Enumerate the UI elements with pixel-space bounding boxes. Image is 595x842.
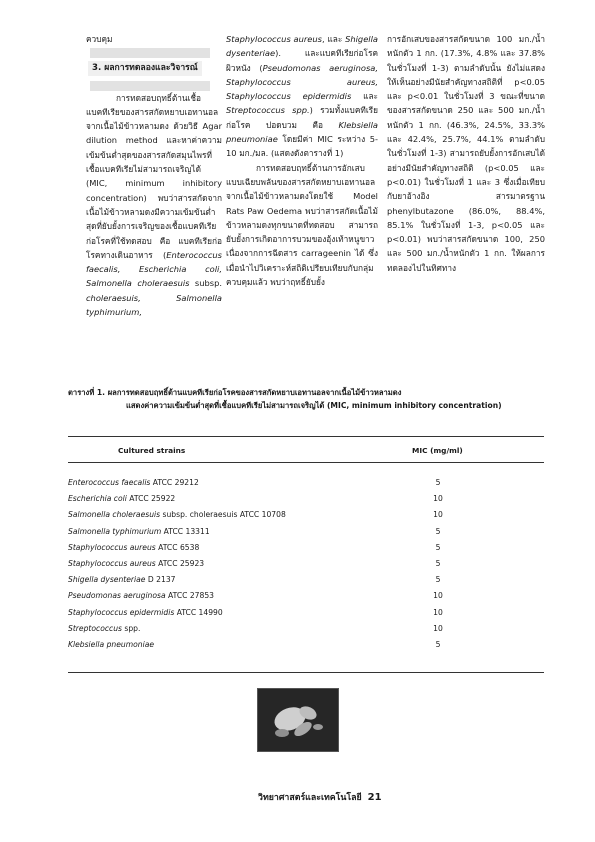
mic-value: 10	[433, 623, 443, 633]
table-bottom-rule	[68, 672, 544, 673]
mic-value: 5	[435, 542, 441, 552]
table-row	[68, 575, 544, 589]
table-header-rule	[68, 462, 544, 463]
species-name: Shigella dysenteriae	[68, 575, 146, 585]
mic-value: 5	[435, 478, 441, 487]
text-column-1	[86, 32, 222, 319]
strain-name	[68, 624, 140, 633]
table-row	[68, 510, 544, 524]
mic-value: 5	[435, 640, 441, 649]
wood-specimen-image	[258, 689, 338, 751]
page-footer	[258, 790, 382, 804]
strain-code: ATCC 29212	[150, 478, 199, 487]
table-row	[68, 591, 544, 605]
species-name: Staphylococcus epidermidis	[68, 607, 175, 617]
strain-code: spp.	[121, 623, 141, 633]
mic-value: 10	[433, 494, 443, 504]
table-row	[68, 494, 544, 508]
inflammation-paragraph: การทดสอบฤทธิ์ต้านการอักเสบแบบเฉียบพลันของสารสกัดหยาบเอทานอลจากเนื้อไม้ข้าวหลามดงโดยใช้ Model Rats Paw Oedema พบว่าสารสกัดเนื้อไม้ข้าวหลามดงทุกขนาดที่ทดสอบ สามารถยับยั้งการเกิดอาการบวมของอุ้งเท้าหนูขาวเนื่องจากการฉีดสาร carrageenin ได้ ซึ่งเมื่อนำไปวิเคราะห์สถิติเปรียบเทียบกับกลุ่มควบคุมแล้ว พบว่าฤทธิ์ยับยั้ง	[226, 162, 378, 288]
strain-name	[68, 575, 176, 584]
species-name: Staphylococcus aureus	[68, 542, 156, 552]
header-mic: MIC (mg/ml)	[412, 446, 463, 455]
table-caption-prefix: ตารางที่ 1.	[68, 388, 106, 397]
results-paragraph: การทดสอบฤทธิ์ต้านเชื้อแบคทีเรียของสารสกัดหยาบเอทานอลจากเนื้อไม้ข้าวหลามดง ด้วยวิธี Agar dilution method และหาค่าความเข้มข้นต่ำสุดของสารสกัดสมุนไพรที่เชื้อแบคทีเรียไม่สามารถเจริญได้ (MIC, minimum inhibitory concentration) พบว่าสารสกัดจากเนื้อไม้ข้าวหลามดงมีความเข้มข้นต่ำสุดที่ยับยั้งการเจริญของเชื้อแบคทีเรียก่อโรคที่ใช้ทดสอบ คือ แบคทีเรียก่อโรคทางเดินอาหาร (Enterococcus faecalis, Escherichia coli, Salmonella choleraesuis subsp. choleraesuis, Salmonella typhimurium,	[86, 92, 222, 318]
species-name: Staphylococcus aureus	[68, 559, 156, 568]
species-name: Streptococcus	[68, 623, 122, 633]
mic-value: 10	[433, 607, 443, 617]
table-row	[68, 608, 544, 622]
table-row	[68, 527, 544, 541]
table-row	[68, 543, 544, 557]
strain-code: ATCC 27853	[165, 591, 215, 601]
shaded-band	[90, 81, 210, 91]
journal-name: วิทยาศาสตร์และเทคโนโลยี	[258, 793, 362, 803]
species-name: Escherichia coli	[68, 494, 127, 504]
strain-code: ATCC 25923	[155, 559, 205, 568]
strain-name	[68, 559, 204, 568]
table-row	[68, 640, 544, 654]
inflammation-results-paragraph: การอักเสบของสารสกัดขนาด 100 มก./น้ำหนักตัว 1 กก. (17.3%, 4.8% และ 37.8% ในชั่วโมงที่ 1-3) ตามลำดับนั้น ยังไม่แสดงให้เห็นอย่างมีนัยสำคัญทางสถิติที่ p<0.05 และ p<0.01 ในชั่วโมงที่ 3 ขณะที่ขนาดของสารสกัดขนาด 250 และ 500 มก./น้ำหนักตัว 1 กก. (46.3%, 24.5%, 33.3% และ 42.4%, 25.7%, 44.1% ตามลำดับ ในชั่วโมงที่ 1-3) สามารถยับยั้งการอักเสบได้อย่างมีนัยสำคัญทางสถิติ (p<0.05 และ p<0.01) ในชั่วโมงที่ 1 และ 3 ซึ่งเมื่อเทียบกับยาอ้างอิง สารมาตรฐาน phenylbutazone (86.0%, 88.4%, 85.1% ในชั่วโมงที่ 1-3, p<0.05 และ p<0.01) พบว่าสารสกัดขนาด 100, 250 และ 500 มก./น้ำหนักตัว 1 กก. ให้ผลการทดลองไปในทิศทาง	[387, 34, 545, 273]
table-row	[68, 478, 544, 492]
strain-name	[68, 543, 199, 552]
species-name: Salmonella typhimurium	[68, 526, 162, 536]
species-name: Enterococcus faecalis	[68, 478, 151, 487]
table-row	[68, 624, 544, 638]
strain-code: ATCC 13311	[161, 526, 210, 536]
species-name: Pseudomonas aeruginosa	[68, 591, 166, 601]
table-caption-line1: ผลการทดสอบฤทธิ์ต้านแบคทีเรียก่อโรคของสารสกัดหยาบเอทานอลจากเนื้อไม้ข้าวหลามดง	[107, 388, 402, 397]
text-column-2	[226, 32, 378, 289]
specimen-photo	[257, 688, 339, 752]
strain-name	[68, 608, 223, 617]
shaded-band	[90, 48, 210, 58]
mic-value: 5	[435, 559, 441, 568]
strain-name	[68, 494, 175, 503]
strain-code: D 2137	[145, 575, 176, 585]
species-name: Klebsiella pneumoniae	[68, 640, 155, 649]
column1-top-line: ควบคุม	[86, 34, 113, 44]
strain-name	[68, 640, 154, 649]
species-name: Salmonella choleraesuis	[68, 510, 161, 520]
bacteria-paragraph: Staphylococcus aureus, และ Shigella dysenteriae). และแบคทีเรียก่อโรคผิวหนัง (Pseudomonas aeruginosa, Staphylococcus aureus, Staphylococcus epidermidis และ Streptococcus spp.) รวมทั้งแบคทีเรียก่อโรค ปอดบวม คือ Klebsiella pneumoniae โดยมีค่า MIC ระหว่าง 5-10 มก./มล. (แสดงดังตารางที่ 1)	[226, 34, 379, 159]
mic-value: 5	[435, 526, 441, 536]
strain-name	[68, 510, 286, 519]
strain-name	[68, 527, 210, 536]
strain-code: ATCC 6538	[155, 542, 200, 552]
table-caption	[68, 386, 548, 412]
strain-name	[68, 591, 214, 600]
text-column-3	[387, 32, 545, 275]
strain-code: ATCC 25922	[126, 494, 176, 504]
mic-value: 10	[433, 591, 443, 601]
table-row	[68, 559, 544, 573]
header-cultured-strains: Cultured strains	[118, 446, 186, 455]
page-number: 21	[367, 792, 382, 803]
strain-code: subsp. choleraesuis ATCC 10708	[160, 510, 286, 520]
mic-value: 5	[435, 575, 441, 585]
table-caption-line2: แสดงค่าความเข้มข้นต่ำสุดที่เชื้อแบคทีเรียไม่สามารถเจริญได้ (MIC, minimum inhibitory concentration)	[126, 401, 502, 410]
mic-value: 10	[433, 510, 443, 520]
strain-name	[68, 478, 199, 487]
strain-code: ATCC 14990	[174, 607, 223, 617]
section-heading: 3. ผลการทดลองและวิจารณ์	[88, 61, 202, 75]
table-top-rule	[68, 436, 544, 437]
